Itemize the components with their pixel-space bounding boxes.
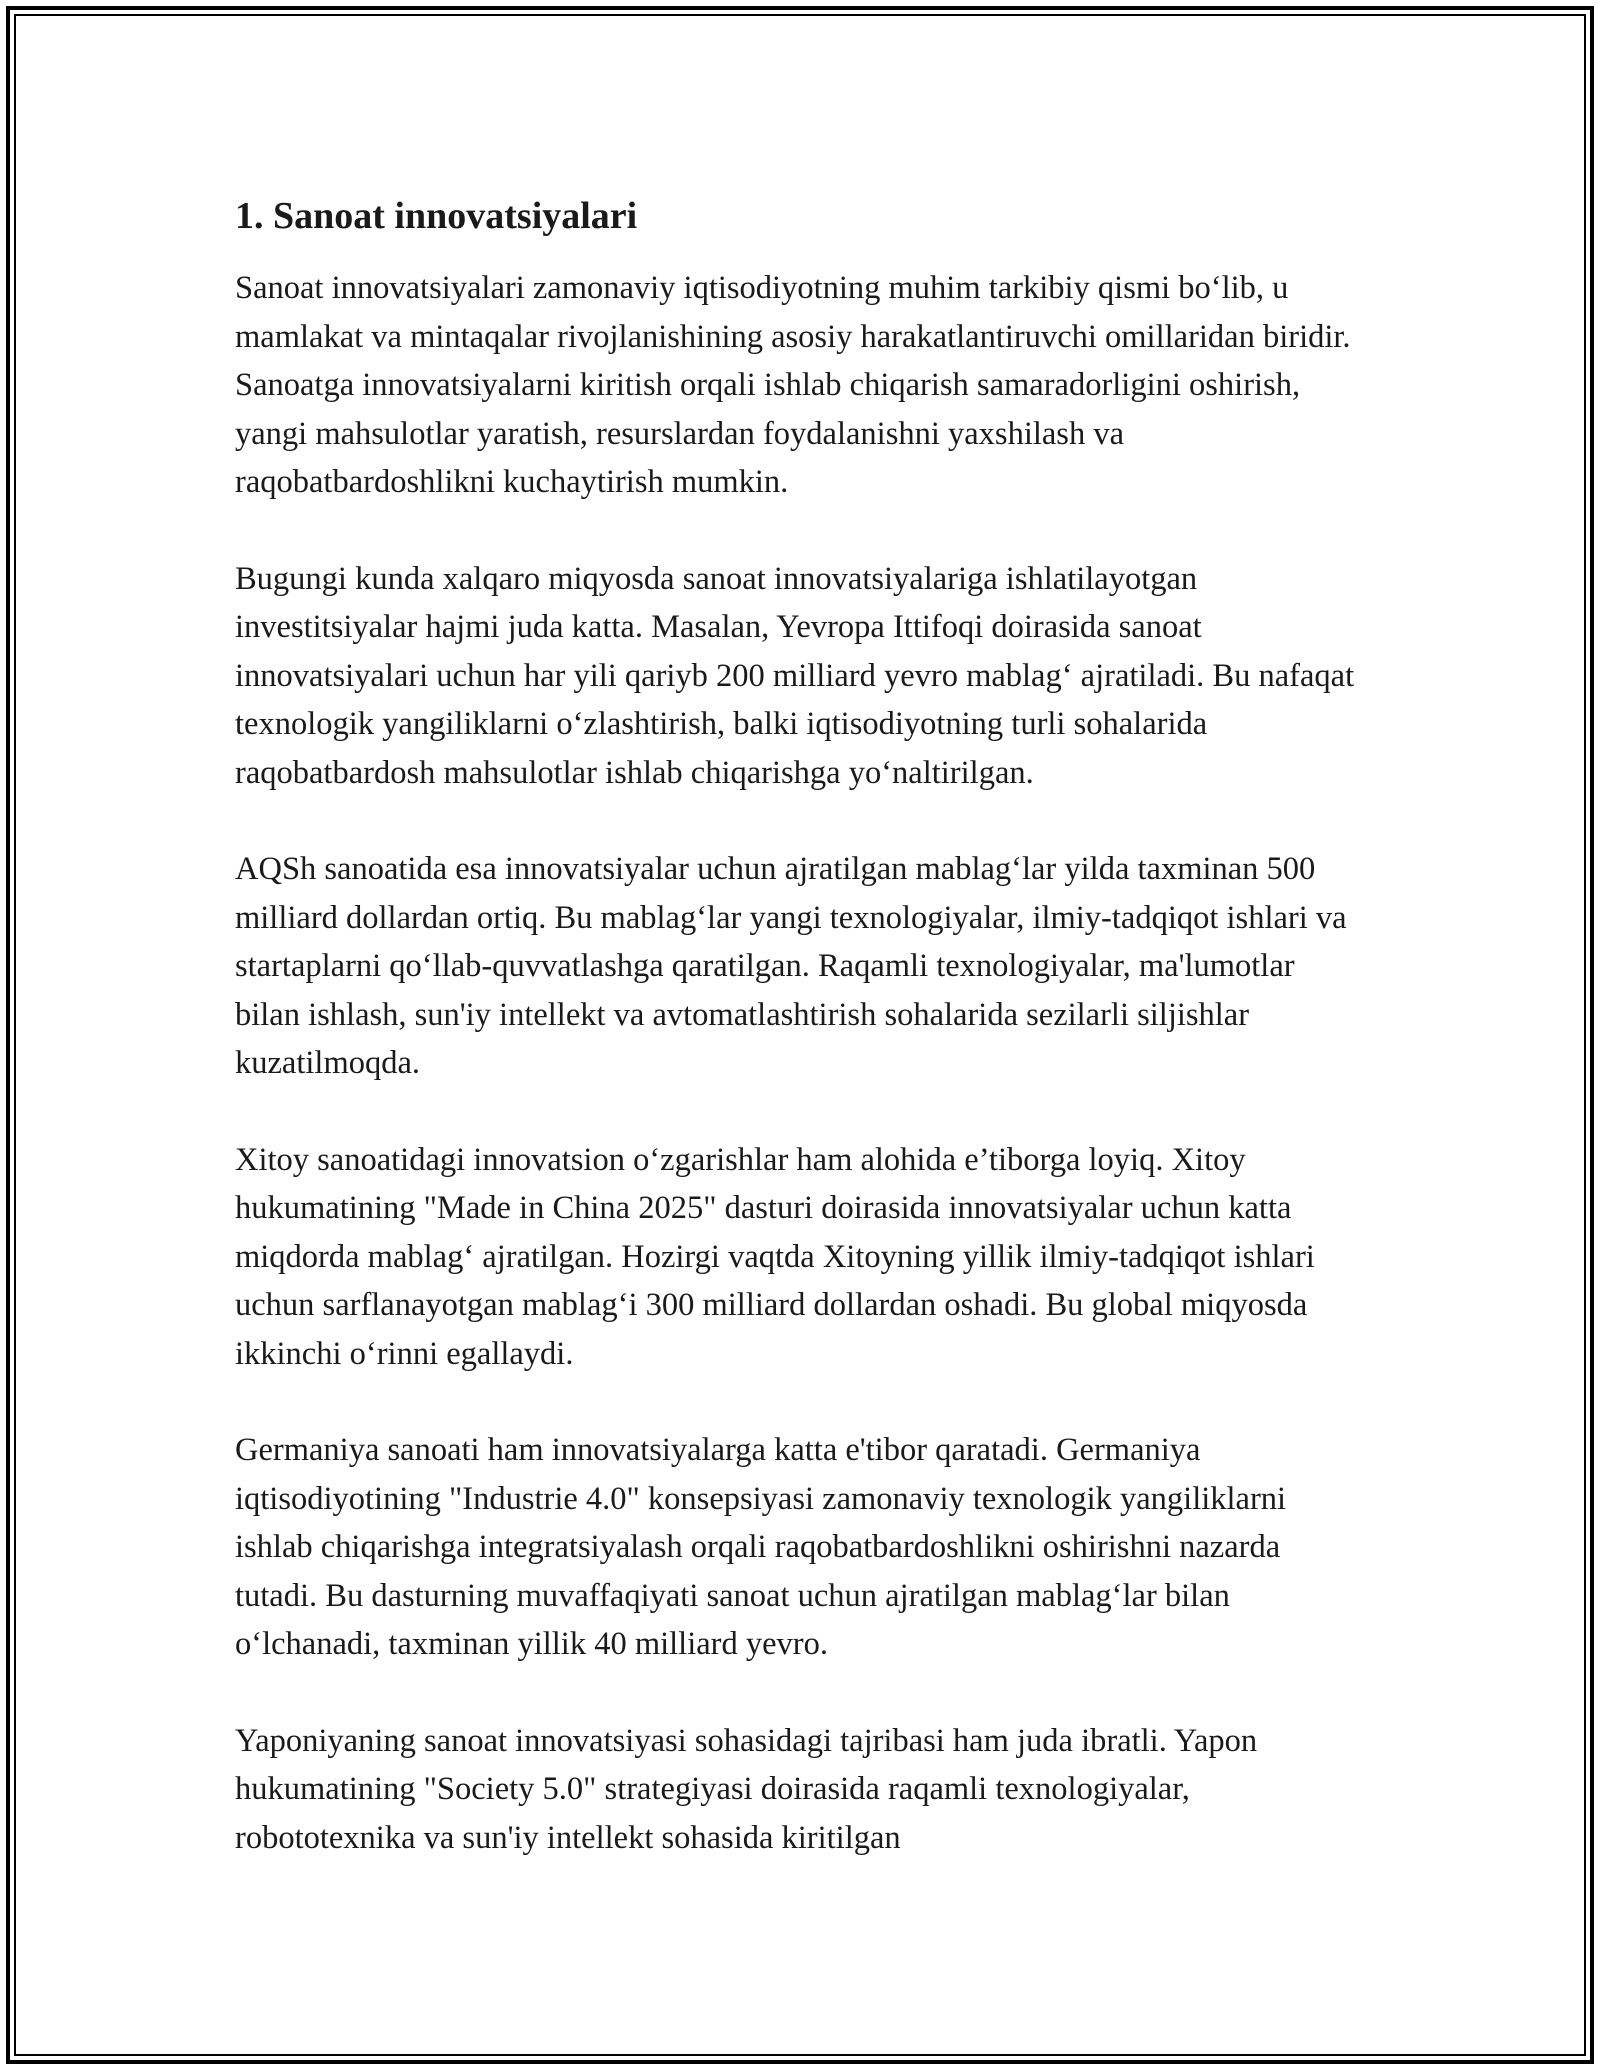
paragraph-intro: Sanoat innovatsiyalari zamonaviy iqtisodiyotning muhim tarkibiy qismi bo‘lib, u mamlakat va mintaqalar rivojlanishining asosiy harakatlantiruvchi omillaridan biridir. Sanoatga innovatsiyalarni kiritish orqali ishlab chiqarish samaradorligini oshirish, yangi mahsulotlar yaratish, resurslardan foydalanishni yaxshilash va raqobatbardoshlikni kuchaytirish mumkin. xyxy=(235,270,1351,500)
section-heading: 1. Sanoat innovatsiyalari xyxy=(235,195,638,237)
paragraph-japan: Yaponiyaning sanoat innovatsiyasi sohasidagi tajribasi ham juda ibratli. Yapon hukumatining "Society 5.0" strategiyasi doirasida raqamli texnologiyalar, robototexnika va sun'iy intellekt sohasida kiritilgan xyxy=(235,1722,1258,1856)
document-content xyxy=(235,188,1365,1910)
paragraph-usa: AQSh sanoatida esa innovatsiyalar uchun ajratilgan mablag‘lar yilda taxminan 500 milliard dollardan ortiq. Bu mablag‘lar yangi texnologiyalar, ilmiy-tadqiqot ishlari va startaplarni qo‘llab-quvvatlashga qaratilgan. Raqamli texnologiyalar, ma'lumotlar bilan ishlash, sun'iy intellekt va avtomatlashtirish sohalarida sezilarli siljishlar kuzatilmoqda. xyxy=(235,851,1347,1081)
paragraph-germany: Germaniya sanoati ham innovatsiyalarga katta e'tibor qaratadi. Germaniya iqtisodiyotining "Industrie 4.0" konsepsiyasi zamonaviy texnologik yangiliklarni ishlab chiqarishga integratsiyalash orqali raqobatbardoshlikni oshirishni nazarda tutadi. Bu dasturning muvaffaqiyati sanoat uchun ajratilgan mablag‘lar bilan o‘lchanadi, taxminan yillik 40 milliard yevro. xyxy=(235,1432,1287,1662)
paragraph-china: Xitoy sanoatidagi innovatsion o‘zgarishlar ham alohida e’tiborga loyiq. Xitoy hukumatining "Made in China 2025" dasturi doirasida innovatsiyalar uchun katta miqdorda mablag‘ ajratilgan. Hozirgi vaqtda Xitoyning yillik ilmiy-tadqiqot ishlari uchun sarflanayotgan mablag‘i 300 milliard dollardan oshadi. Bu global miqyosda ikkinchi o‘rinni egallaydi. xyxy=(235,1141,1315,1372)
paragraph-eu: Bugungi kunda xalqaro miqyosda sanoat innovatsiyalariga ishlatilayotgan investitsiyalar hajmi juda katta. Masalan, Yevropa Ittifoqi doirasida sanoat innovatsiyalari uchun har yili qariyb 200 milliard yevro mablag‘ ajratiladi. Bu nafaqat texnologik yangiliklarni o‘zlashtirish, balki iqtisodiyotning turli sohalarida raqobatbardosh mahsulotlar ishlab chiqarishga yo‘naltirilgan. xyxy=(235,560,1355,791)
